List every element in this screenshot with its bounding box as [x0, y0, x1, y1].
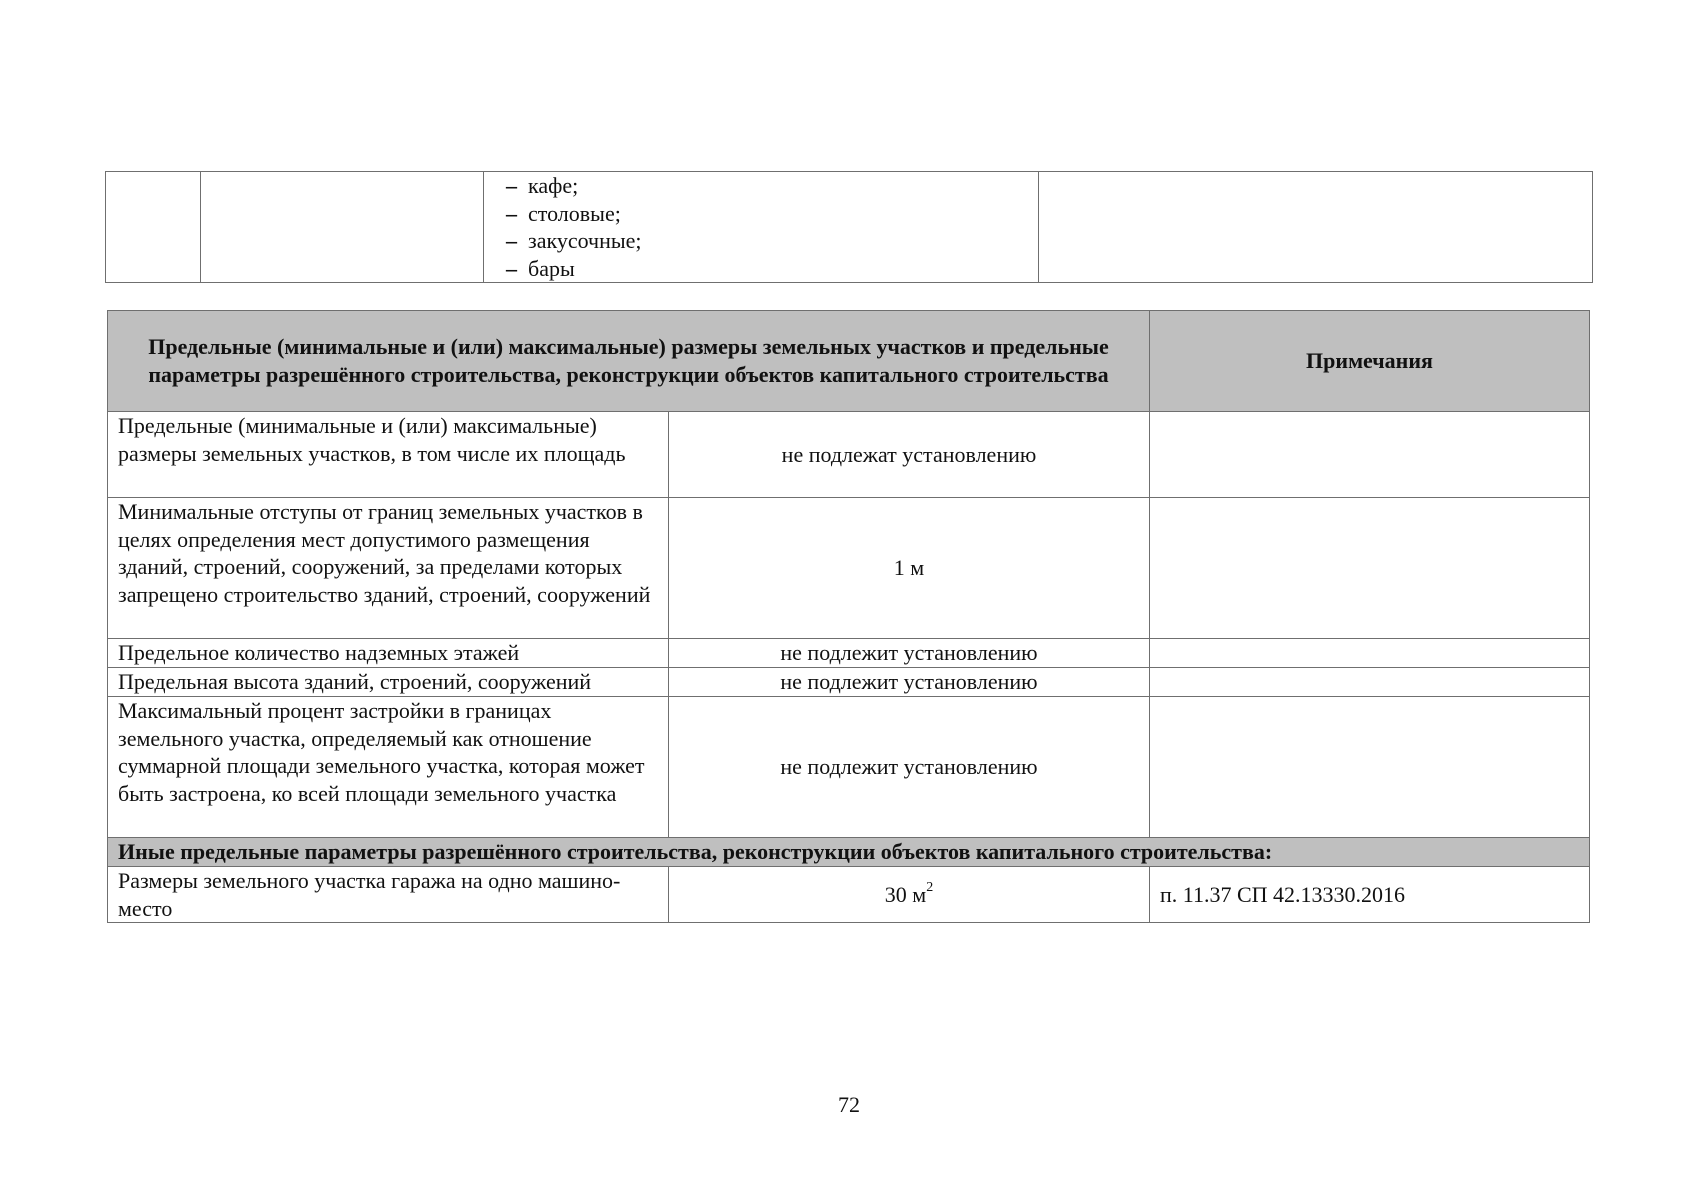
param-cell: Минимальные отступы от границ земельных участков в целях определения мест допустимого размещения зданий, строений, сооружений, за пределами которых запрещено строительство зданий, строений, сооружений: [108, 498, 669, 639]
area-value: 30 м: [884, 881, 927, 907]
list-item: – закусочные;: [498, 227, 1038, 255]
table-row: [108, 498, 1590, 639]
facility-list: [484, 172, 1038, 282]
table-row: [108, 867, 1590, 923]
parameters-table: [107, 310, 1590, 923]
header-parameters: Предельные (минимальные и (или) максимальные) размеры земельных участков и предельные параметры разрешённого строительства, реконструкции объектов капитального строительства: [108, 311, 1150, 412]
table-row: [108, 668, 1590, 697]
param-cell: Размеры земельного участка гаража на одно машино-место: [108, 867, 669, 923]
value-cell: не подлежат установлению: [669, 412, 1150, 498]
value-cell: [669, 867, 1150, 923]
table-row: [108, 697, 1590, 838]
note-cell: [1150, 639, 1590, 668]
value-cell: не подлежит установлению: [669, 639, 1150, 668]
section-row: [108, 838, 1590, 867]
note-cell: [1150, 498, 1590, 639]
list-item: – бары: [498, 255, 1038, 283]
list-item: – столовые;: [498, 200, 1038, 228]
value-cell: не подлежит установлению: [669, 668, 1150, 697]
section-title: Иные предельные параметры разрешённого строительства, реконструкции объектов капитального строительства:: [108, 838, 1590, 867]
table-header-row: [108, 311, 1590, 412]
empty-cell: [1039, 172, 1593, 283]
continuation-table: [105, 171, 1593, 283]
param-cell: Предельная высота зданий, строений, сооружений: [108, 668, 669, 697]
note-cell: п. 11.37 СП 42.13330.2016: [1150, 867, 1590, 923]
empty-cell: [201, 172, 484, 283]
note-cell: [1150, 697, 1590, 838]
param-cell: Максимальный процент застройки в границах земельного участка, определяемый как отношение суммарной площади земельного участка, которая может быть застроена, ко всей площади земельного участка: [108, 697, 669, 838]
table-row: [108, 639, 1590, 668]
note-cell: [1150, 668, 1590, 697]
page-number: 72: [838, 1092, 860, 1117]
area-superscript: 2: [926, 880, 934, 896]
param-cell: Предельное количество надземных этажей: [108, 639, 669, 668]
value-cell: 1 м: [669, 498, 1150, 639]
table-row: [108, 412, 1590, 498]
note-cell: [1150, 412, 1590, 498]
header-notes: Примечания: [1150, 311, 1590, 412]
continuation-row: [106, 172, 1593, 283]
value-cell: не подлежит установлению: [669, 697, 1150, 838]
param-cell: Предельные (минимальные и (или) максимальные) размеры земельных участков, в том числе их площадь: [108, 412, 669, 498]
empty-cell: [106, 172, 201, 283]
list-cell: [484, 172, 1039, 283]
list-item: – кафе;: [498, 172, 1038, 200]
